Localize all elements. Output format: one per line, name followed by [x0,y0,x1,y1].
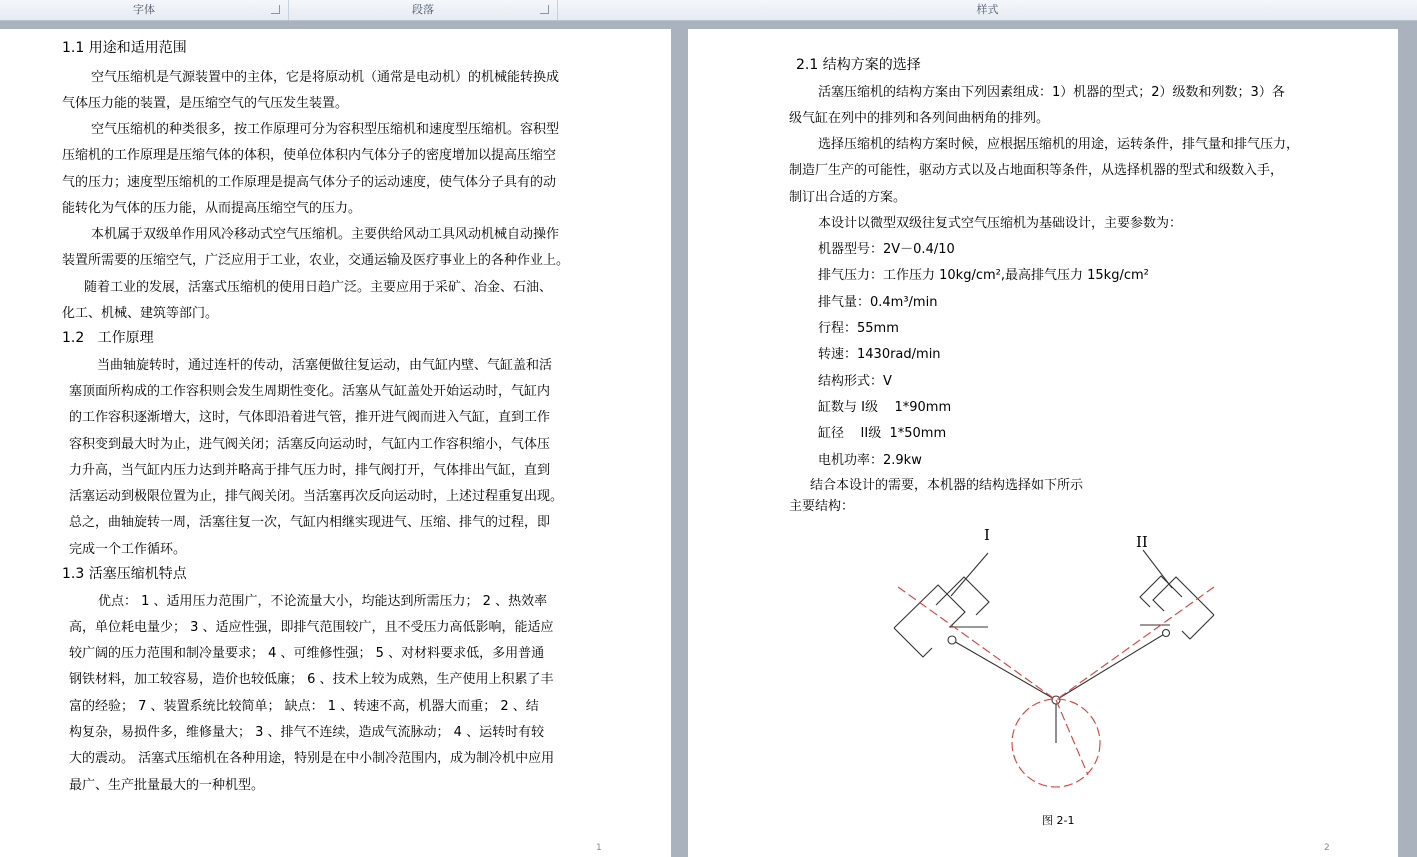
cylinder-2-axis [1056,587,1214,700]
figure-caption: 图 2-1 [1042,814,1075,827]
text-line: 最广、生产批量最大的一种机型。 [69,778,265,793]
param-exhaust-pressure: 排气压力：工作压力 10kg/cm²,最高排气压力 15kg/cm² [818,268,1149,283]
text-line: 气的压力；速度型压缩机的工作原理是提高气体分子的运动速度，使气体分子具有的动 [62,175,557,190]
v-compressor-diagram [888,525,1223,795]
text-line: 富的经验； 7 、装置系统比较简单； 缺点： 1 、转速不高，机器大而重； 2 、结 [69,699,539,714]
text-line: 压缩机的工作原理是压缩气体的体积，使单位体积内气体分子的密度增加以提高压缩空 [62,148,557,163]
text-line: 制造厂生产的可能性，驱动方式以及占地面积等条件，从选择机器的型式和级数入手， [789,163,1284,178]
text-line: 选择压缩机的结构方案时候，应根据压缩机的用途，运转条件，排气量和排气压力， [818,137,1300,152]
text-line: 本设计以微型双级往复式空气压缩机为基础设计，主要参数为： [818,216,1183,231]
text-line: 的工作容积逐渐增大，这时，气体即沿着进气管，推开进气阀而进入气缸，直到工作 [69,410,551,425]
text-line: 空气压缩机是气源装置中的主体，它是将原动机（通常是电动机）的机械能转换成 [91,70,560,85]
leader-line-1 [951,553,988,596]
text-line: 空气压缩机的种类很多，按工作原理可分为容积型压缩机和速度型压缩机。容积型 [91,122,560,137]
cylinder-1-outline [894,585,988,657]
leader-line-2 [1143,550,1172,588]
text-line: 结合本设计的需要，本机器的结构选择如下所示 [810,478,1084,493]
connecting-rod-2 [1056,633,1166,700]
text-line: 活塞压缩机的结构方案由下列因素组成：1）机器的型式；2）级数和列数；3）各 [818,85,1285,100]
text-line: 容积变到最大时为止，进气阀关闭；活塞反向运动时，气缸内工作容积缩小，气体压 [69,437,551,452]
figure-label-left: I [984,526,990,544]
text-line: 制订出合适的方案。 [789,190,907,205]
ribbon-group-styles[interactable] [558,0,1417,20]
param-form: 结构形式：V [818,374,892,389]
text-line: 化工、机械、建筑等部门。 [62,306,219,321]
text-line: 气体压力能的装置，是压缩空气的气压发生装置。 [62,96,349,111]
extension-line [1056,700,1088,775]
dialog-launcher-icon[interactable] [540,5,549,14]
param-stroke: 行程：55mm [818,321,899,336]
ribbon-paragraph-label: 段落 [412,3,434,16]
text-line: 完成一个工作循环。 [69,542,187,557]
ribbon-styles-label: 样式 [976,3,999,16]
page-number: 2 [1324,843,1330,853]
ribbon-group-paragraph[interactable] [289,0,558,20]
param-displacement: 排气量：0.4m³/min [818,295,938,310]
piston-pin-1 [948,636,956,644]
text-line: 大的震动。 活塞式压缩机在各种用途，特别是在中小制冷范围内，成为制冷机中应用 [69,751,555,766]
dialog-launcher-icon[interactable] [271,5,280,14]
text-line: 优点： 1 、适用压力范围广，不论流量大小，均能达到所需压力； 2 、热效率 [98,594,548,609]
text-line: 本机属于双级单作用风冷移动式空气压缩机。主要供给风动工具风动机械自动操作 [91,227,560,242]
param-cylinder-bore: 缸径 II级 1*50mm [818,426,947,441]
piston-pin-2 [1163,630,1170,637]
text-line: 当曲轴旋转时，通过连杆的传动，活塞便做往复运动，由气缸内壁、气缸盖和活 [97,358,553,373]
connecting-rod-1 [952,640,1056,700]
cylinder-1-axis [898,587,1056,700]
ribbon-group-font[interactable] [0,0,289,20]
text-line: 总之，曲轴旋转一周，活塞往复一次，气缸内相继实现进气、压缩、排气的过程，即 [69,515,551,530]
heading-1-1: 1.1 用途和适用范围 [62,40,187,56]
text-line: 随着工业的发展，活塞式压缩机的使用日趋广泛。主要应用于采矿、冶金、石油、 [84,280,553,295]
text-line: 装置所需要的压缩空气，广泛应用于工业，农业，交通运输及医疗事业上的各种作业上。 [62,253,570,268]
text-line: 级气缸在列中的排列和各列间曲柄角的排列。 [789,111,1050,126]
param-motor-power: 电机功率：2.9kw [818,453,922,468]
figure-label-right: II [1136,533,1148,551]
ribbon-bar [0,0,1417,21]
text-line: 高，单位耗电量少； 3 、适应性强，即排气范围较广，且不受压力高低影响，能适应 [69,620,554,635]
param-model: 机器型号：2V－0.4/10 [818,242,955,257]
param-speed: 转速：1430rad/min [818,347,941,362]
text-line: 构复杂，易损件多，维修量大； 3 、排气不连续，造成气流脉动； 4 、运转时有较 [69,725,545,740]
text-line: 能转化为气体的压力能，从而提高压缩空气的压力。 [62,201,362,216]
text-line: 活塞运动到极限位置为止，排气阀关闭。当活塞再次反向运动时，上述过程重复出现。 [69,489,564,504]
text-line: 主要结构： [789,499,855,514]
text-line: 较广阔的压力范围和制冷量要求； 4 、可维修性强； 5 、对材料要求低，多用普通 [69,646,545,661]
text-line: 力升高，当气缸内压力达到并略高于排气压力时，排气阀打开，气体排出气缸，直到 [69,463,551,478]
heading-1-3: 1.3 活塞压缩机特点 [62,566,187,582]
text-line: 钢铁材料，加工较容易，造价也较低廉； 6 、技术上较为成熟，生产使用上积累了丰 [69,672,554,687]
page-number: 1 [596,843,602,853]
heading-1-2: 1.2 工作原理 [62,330,154,346]
heading-2-1: 2.1 结构方案的选择 [796,57,921,73]
ribbon-font-label: 字体 [133,3,155,16]
param-cylinder-count: 缸数与 I级 1*90mm [818,400,952,415]
text-line: 塞顶面所构成的工作容积则会发生周期性变化。活塞从气缸盖处开始运动时，气缸内 [69,384,551,399]
